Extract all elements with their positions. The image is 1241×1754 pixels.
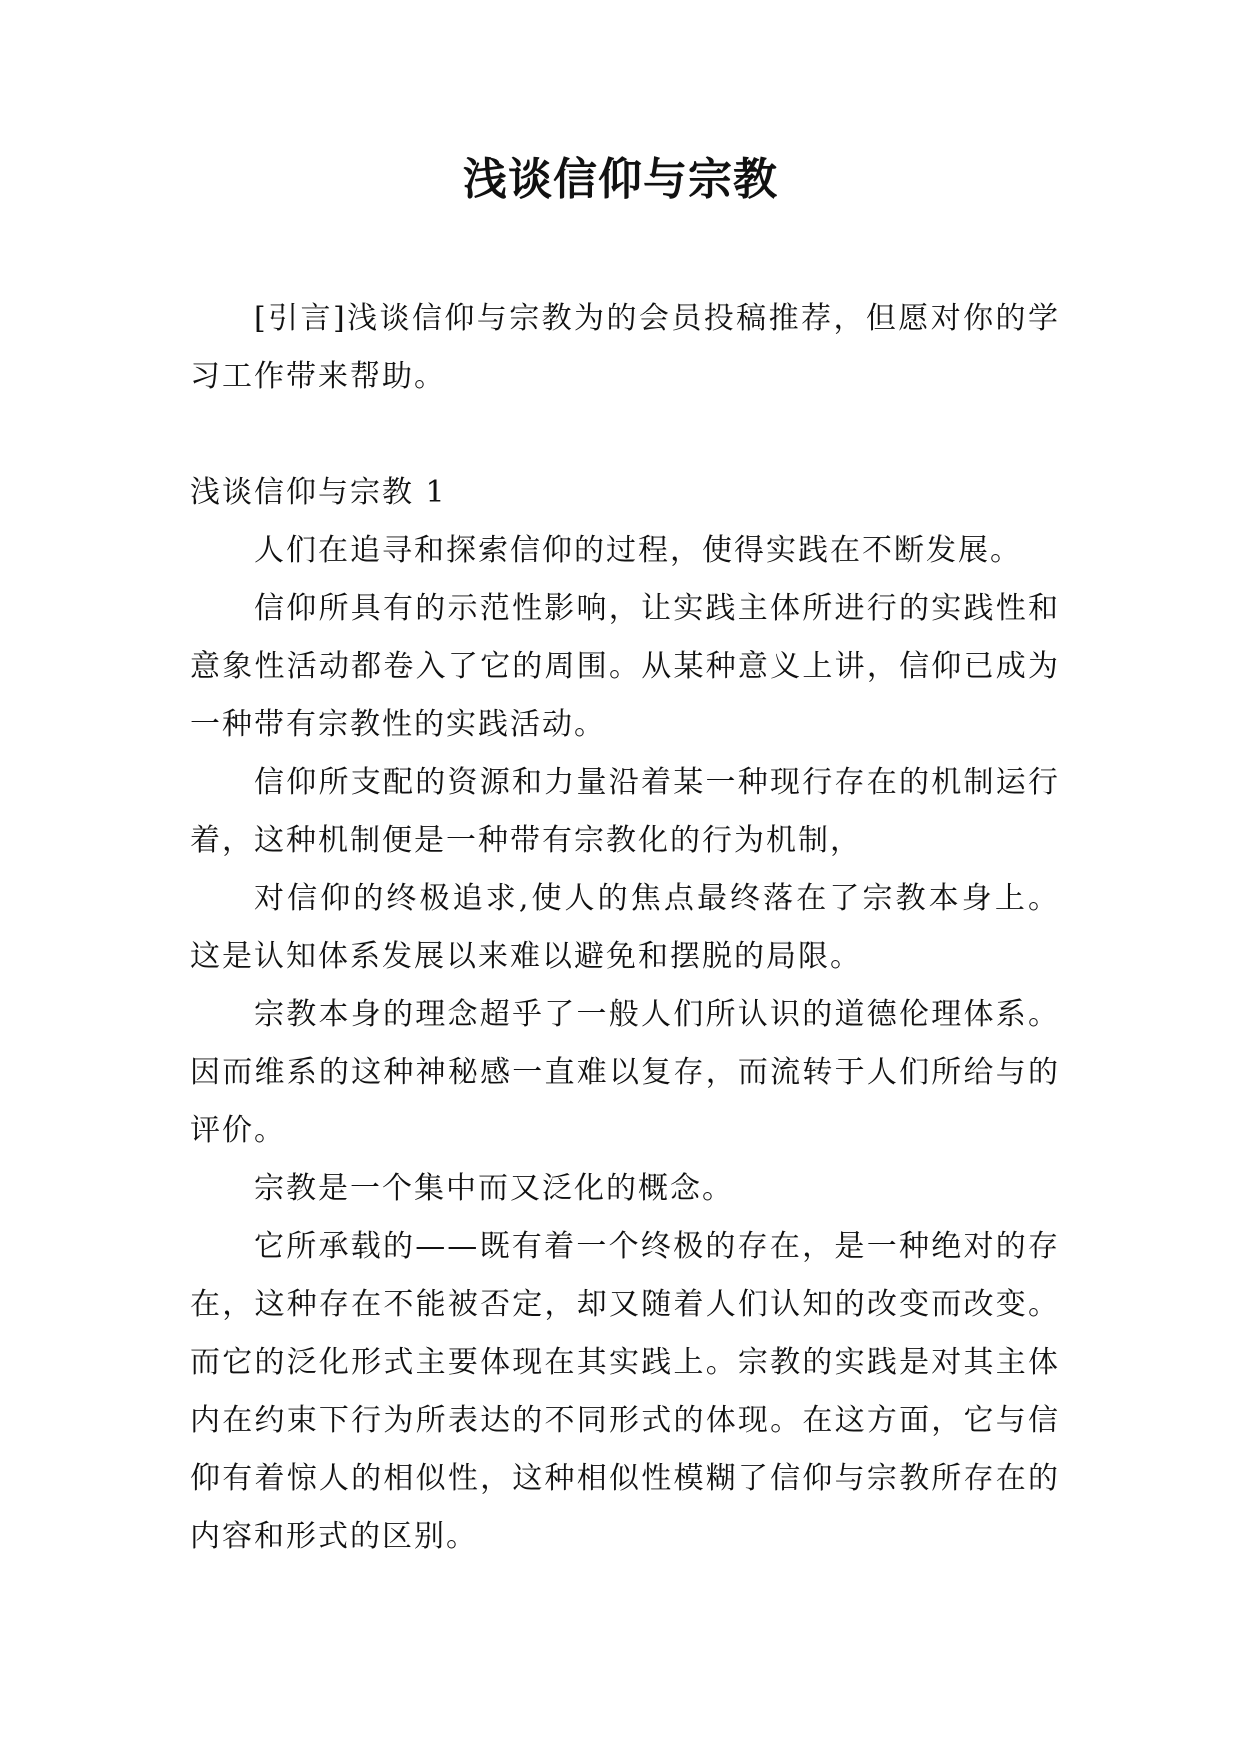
body-paragraph: 信仰所支配的资源和力量沿着某一种现行存在的机制运行着，这种机制便是一种带有宗教化的行为机制， [190,765,1060,858]
body-paragraph: 它所承载的——既有着一个终极的存在，是一种绝对的存在，这种存在不能被否定，却又随着人们认知的改变而改变。而它的泛化形式主要体现在其实践上。宗教的实践是对其主体内在约束下行为所表达的不同形式的体现。在这方面，它与信仰有着惊人的相似性，这种相似性模糊了信仰与宗教所存在的内容和形式的区别。 [190,1229,1060,1554]
intro-paragraph: [引言]浅谈信仰与宗教为的会员投稿推荐，但愿对你的学习工作带来帮助。 [190,301,1060,394]
body-paragraph: 人们在追寻和探索信仰的过程，使得实践在不断发展。 [254,533,1022,568]
body-paragraph: 对信仰的终极追求,使人的焦点最终落在了宗教本身上。这是认知体系发展以来难以避免和摆脱的局限。 [190,881,1060,974]
document-title: 浅谈信仰与宗教 [463,154,778,205]
document-body [190,290,1060,1566]
section-heading: 浅谈信仰与宗教 1 [190,475,447,510]
body-paragraph: 宗教本身的理念超乎了一般人们所认识的道德伦理体系。因而维系的这种神秘感一直难以复存，而流转于人们所给与的评价。 [190,997,1060,1148]
body-paragraph: 宗教是一个集中而又泛化的概念。 [254,1171,734,1206]
body-paragraph: 信仰所具有的示范性影响，让实践主体所进行的实践性和意象性活动都卷入了它的周围。从某种意义上讲，信仰已成为一种带有宗教性的实践活动。 [190,591,1060,742]
